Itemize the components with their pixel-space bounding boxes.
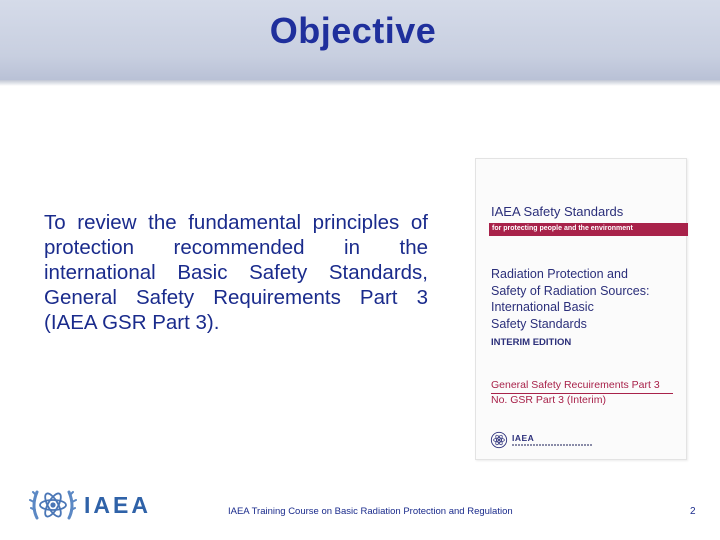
footer-course-title: IAEA Training Course on Basic Radiation Protection and Regulation [228,506,513,517]
iaea-emblem-icon [28,480,78,530]
cover-logo-subline [512,444,592,446]
objective-text: To review the fundamental principles of protection recommended in the international Basic Safety Standards, General Safety Requirements Part 3 (IAEA GSR Part 3). [44,211,428,334]
cover-number-line: No. GSR Part 3 (Interim) [491,394,606,406]
cover-heading [491,266,681,332]
cover-heading-line: International Basic [491,300,594,314]
iaea-emblem-icon [490,431,508,449]
cover-series-title: IAEA Safety Standards [491,204,624,219]
cover-heading-line: Safety Standards [491,316,587,331]
cover-edition: INTERIM EDITION [491,337,572,348]
cover-heading-line: Safety of Radiation Sources: [491,283,650,298]
cover-tagline-band [489,223,688,236]
page-number: 2 [690,506,696,517]
cover-heading-line: Radiation Protection and [491,267,628,281]
cover-series-line: General Safety Recuirements Part 3 [491,379,660,391]
cover-logo-text: IAEA [512,433,535,443]
book-cover-image [475,158,687,460]
cover-tagline: for protecting people and the environment [492,225,633,232]
footer-brand: IAEA [84,492,151,518]
slide-title: Objective [269,10,437,51]
